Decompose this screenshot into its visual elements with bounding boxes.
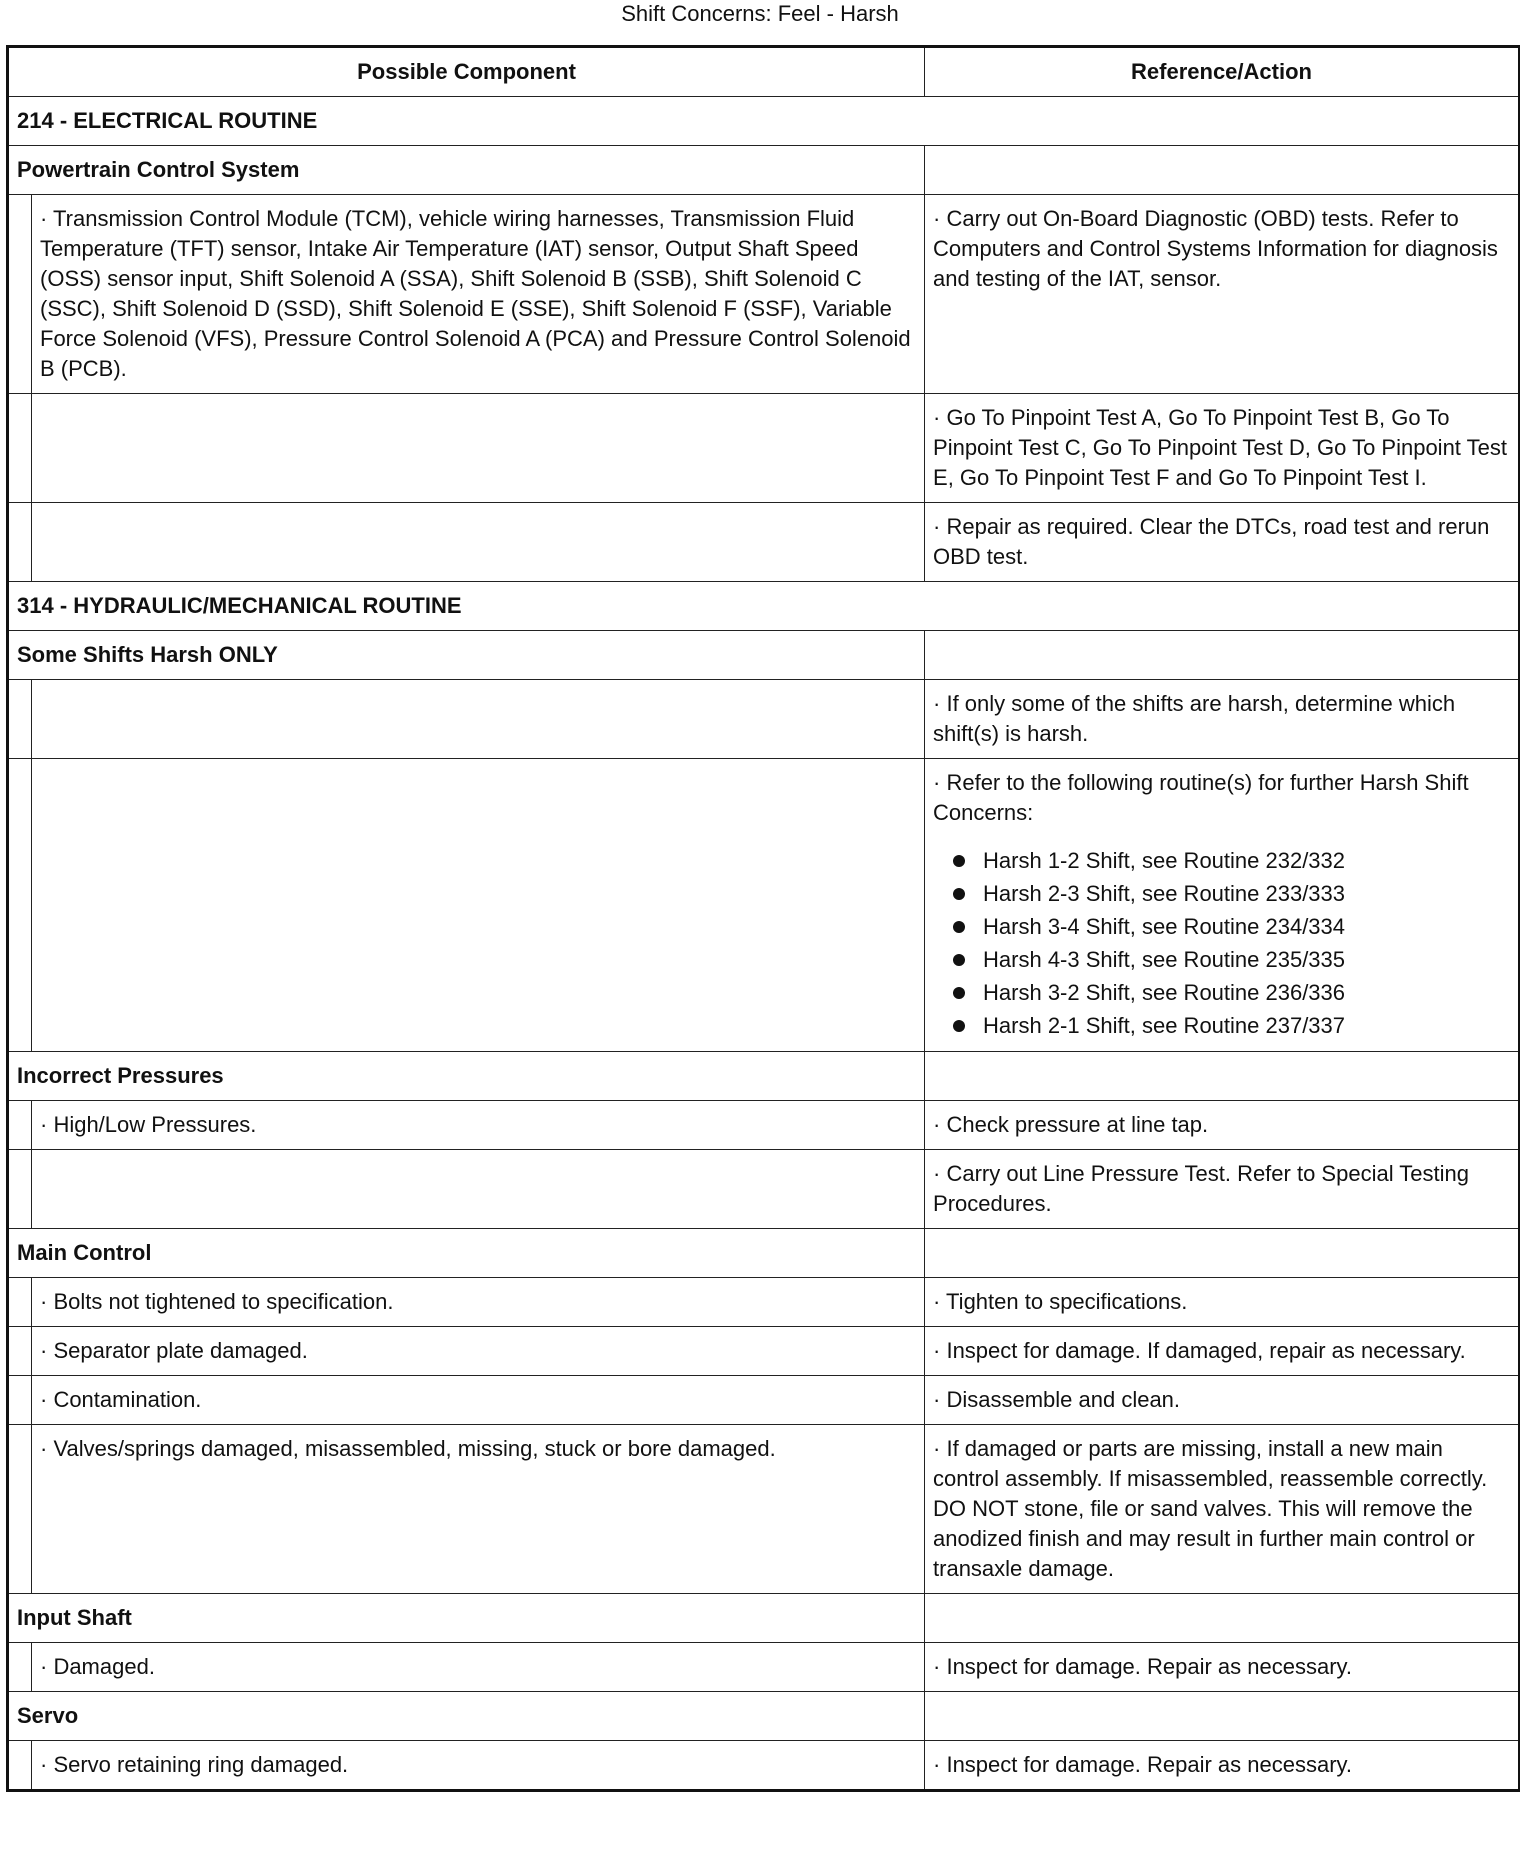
component-cell — [32, 394, 925, 503]
action-cell — [925, 1376, 1520, 1425]
section-row — [8, 1052, 1520, 1101]
table-body — [8, 97, 1520, 1791]
indent-cell — [8, 1327, 32, 1376]
component-cell — [32, 759, 925, 1052]
action-cell — [925, 680, 1520, 759]
section-action-empty — [925, 631, 1520, 680]
section-action-empty — [925, 1692, 1520, 1741]
bullet-icon — [953, 855, 965, 867]
header-reference-action: Reference/Action — [925, 47, 1520, 97]
action-cell — [925, 1278, 1520, 1327]
section-title: Incorrect Pressures — [8, 1052, 925, 1101]
component-cell — [32, 1150, 925, 1229]
component-cell: · Separator plate damaged. — [32, 1327, 925, 1376]
component-cell: · Damaged. — [32, 1643, 925, 1692]
component-cell: · Contamination. — [32, 1376, 925, 1425]
routine-link-text: Harsh 3-2 Shift, see Routine 236/336 — [983, 980, 1346, 1005]
indent-cell — [8, 1278, 32, 1327]
component-cell: · Transmission Control Module (TCM), vehicle wiring harnesses, Transmission Fluid Temperature (TFT) sensor, Intake Air Temperature (IAT) sensor, Output Shaft Speed (OSS) sensor input, Shift Solenoid A (SSA), Shift Solenoid B (SSB), Shift Solenoid C (SSC), Shift Solenoid D (SSD), Shift Solenoid E (SSE), Shift Solenoid F (SSF), Variable Force Solenoid (VFS), Pressure Control Solenoid A (PCA) and Pressure Control Solenoid B (PCB). — [32, 195, 925, 394]
table-row — [8, 1327, 1520, 1376]
action-text: · Repair as required. Clear the DTCs, road test and rerun OBD test. — [933, 514, 1490, 569]
action-text: · Go To Pinpoint Test A, Go To Pinpoint Test B, Go To Pinpoint Test C, Go To Pinpoint Test D, Go To Pinpoint Test E, Go To Pinpoint Test F and Go To Pinpoint Test I. — [933, 405, 1507, 490]
section-row — [8, 1594, 1520, 1643]
bullet-icon — [953, 921, 965, 933]
action-cell — [925, 1101, 1520, 1150]
section-action-empty — [925, 1229, 1520, 1278]
page-title: Shift Concerns: Feel - Harsh — [621, 1, 899, 26]
routine-link-text: Harsh 3-4 Shift, see Routine 234/334 — [983, 914, 1346, 939]
component-cell — [32, 503, 925, 582]
indent-cell — [8, 1376, 32, 1425]
routine-list-item — [933, 877, 1510, 910]
indent-cell — [8, 195, 32, 394]
routine-link-text: Harsh 1-2 Shift, see Routine 232/332 — [983, 848, 1346, 873]
section-title: Input Shaft — [8, 1594, 925, 1643]
indent-cell — [8, 680, 32, 759]
section-title: Some Shifts Harsh ONLY — [8, 631, 925, 680]
action-text: · Carry out On-Board Diagnostic (OBD) tests. Refer to Computers and Control Systems Information for diagnosis and testing of the IAT, sensor. — [933, 206, 1498, 291]
section-action-empty — [925, 1052, 1520, 1101]
indent-cell — [8, 503, 32, 582]
action-cell — [925, 1643, 1520, 1692]
routine-list-item — [933, 943, 1510, 976]
section-action-empty — [925, 1594, 1520, 1643]
bullet-icon — [953, 1020, 965, 1032]
section-row — [8, 1229, 1520, 1278]
table-row — [8, 1741, 1520, 1791]
action-text: · Carry out Line Pressure Test. Refer to Special Testing Procedures. — [933, 1161, 1470, 1216]
routine-row — [8, 582, 1520, 631]
bullet-icon — [953, 888, 965, 900]
action-text: · Tighten to specifications. — [933, 1289, 1188, 1314]
action-text: · Inspect for damage. If damaged, repair as necessary. — [933, 1338, 1466, 1363]
table-row — [8, 1425, 1520, 1594]
action-text: · Disassemble and clean. — [933, 1387, 1181, 1412]
indent-cell — [8, 1150, 32, 1229]
action-text: · Inspect for damage. Repair as necessary. — [933, 1752, 1353, 1777]
action-cell — [925, 1327, 1520, 1376]
routine-link-text: Harsh 2-1 Shift, see Routine 237/337 — [983, 1013, 1346, 1038]
section-row — [8, 1692, 1520, 1741]
indent-cell — [8, 394, 32, 503]
action-cell — [925, 1150, 1520, 1229]
section-row — [8, 631, 1520, 680]
routine-row — [8, 97, 1520, 146]
indent-cell — [8, 1425, 32, 1594]
component-cell: · Valves/springs damaged, misassembled, missing, stuck or bore damaged. — [32, 1425, 925, 1594]
table-row — [8, 759, 1520, 1052]
action-text: · If damaged or parts are missing, install a new main control assembly. If misassembled, reassemble correctly. DO NOT stone, file or sand valves. This will remove the anodized finish and may result in further main control or transaxle damage. — [933, 1436, 1488, 1581]
indent-cell — [8, 1101, 32, 1150]
component-cell: · High/Low Pressures. — [32, 1101, 925, 1150]
routine-list — [933, 844, 1510, 1042]
routine-list-item — [933, 1009, 1510, 1042]
action-text: · Refer to the following routine(s) for further Harsh Shift Concerns: — [933, 770, 1469, 825]
action-cell — [925, 1425, 1520, 1594]
action-cell — [925, 503, 1520, 582]
routine-list-item — [933, 844, 1510, 877]
table-row — [8, 1278, 1520, 1327]
table-header-row — [8, 47, 1520, 97]
section-action-empty — [925, 146, 1520, 195]
routine-link-text: Harsh 4-3 Shift, see Routine 235/335 — [983, 947, 1346, 972]
diagnostic-table — [6, 45, 1520, 1792]
section-title: Main Control — [8, 1229, 925, 1278]
action-cell — [925, 195, 1520, 394]
action-text: · Inspect for damage. Repair as necessary. — [933, 1654, 1353, 1679]
table-row — [8, 1150, 1520, 1229]
component-cell: · Bolts not tightened to specification. — [32, 1278, 925, 1327]
bullet-icon — [953, 954, 965, 966]
action-cell — [925, 394, 1520, 503]
action-text: · Check pressure at line tap. — [933, 1112, 1209, 1137]
routine-title: 214 - ELECTRICAL ROUTINE — [8, 97, 1520, 146]
table-row — [8, 394, 1520, 503]
table-row — [8, 1101, 1520, 1150]
table-row — [8, 195, 1520, 394]
bullet-icon — [953, 987, 965, 999]
routine-list-item — [933, 910, 1510, 943]
header-possible-component: Possible Component — [8, 47, 925, 97]
routine-title: 314 - HYDRAULIC/MECHANICAL ROUTINE — [8, 582, 1520, 631]
action-cell — [925, 1741, 1520, 1791]
section-row — [8, 146, 1520, 195]
component-cell: · Servo retaining ring damaged. — [32, 1741, 925, 1791]
component-cell — [32, 680, 925, 759]
routine-link-text: Harsh 2-3 Shift, see Routine 233/333 — [983, 881, 1346, 906]
action-cell — [925, 759, 1520, 1052]
section-title: Servo — [8, 1692, 925, 1741]
table-row — [8, 680, 1520, 759]
action-text: · If only some of the shifts are harsh, determine which shift(s) is harsh. — [933, 691, 1456, 746]
indent-cell — [8, 1741, 32, 1791]
section-title: Powertrain Control System — [8, 146, 925, 195]
table-row — [8, 503, 1520, 582]
table-row — [8, 1376, 1520, 1425]
table-row — [8, 1643, 1520, 1692]
routine-list-item — [933, 976, 1510, 1009]
indent-cell — [8, 1643, 32, 1692]
indent-cell — [8, 759, 32, 1052]
